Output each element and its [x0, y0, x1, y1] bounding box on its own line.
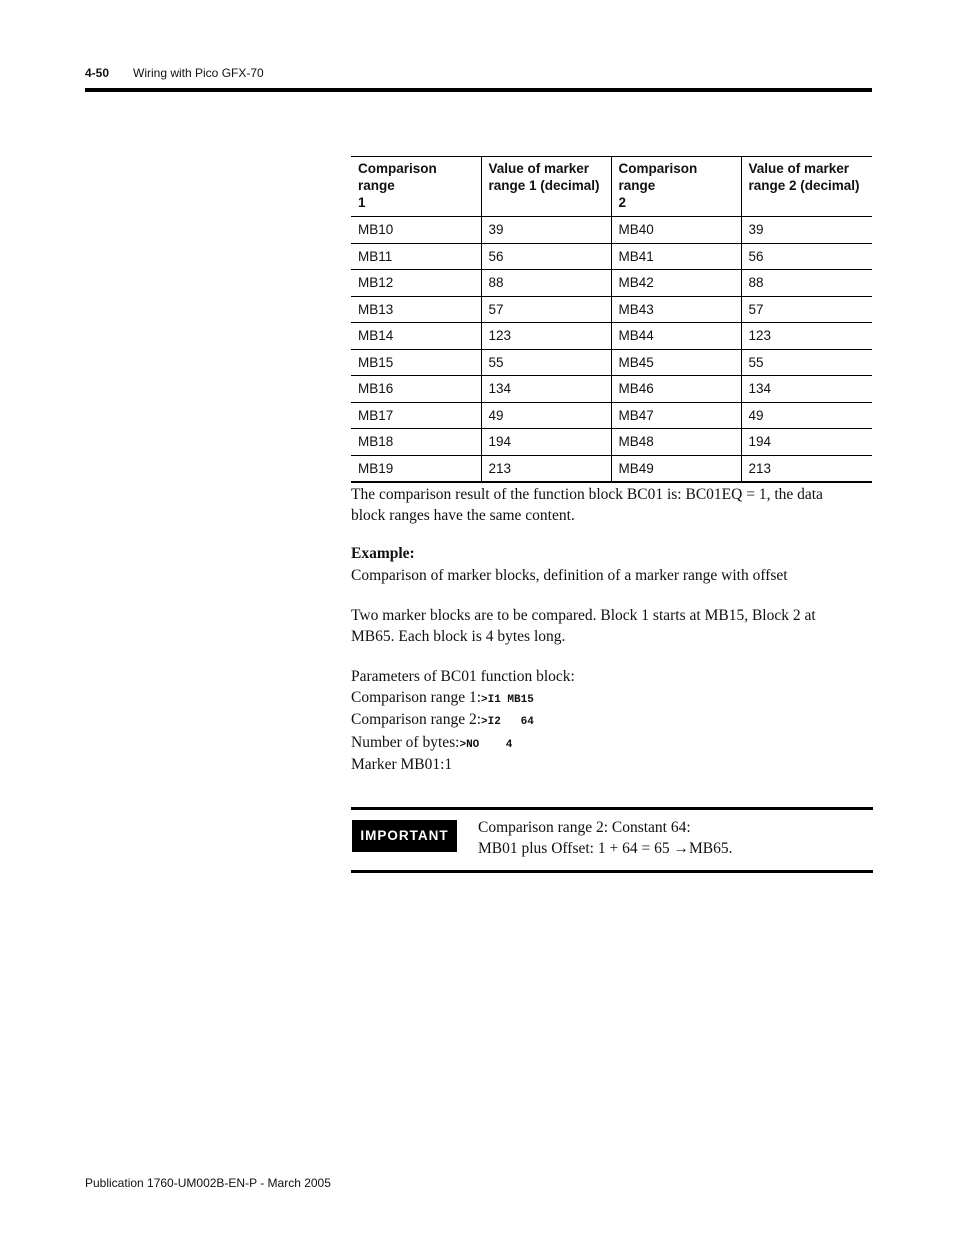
table-cell: 194 [481, 429, 611, 456]
table-cell: MB41 [611, 243, 741, 270]
table-cell: MB12 [351, 270, 481, 297]
table-cell: MB43 [611, 296, 741, 323]
marker-comparison-table [351, 156, 872, 483]
column-header: Value of marker range 2 (decimal) [741, 157, 872, 217]
parameter-code: >I1 MB15 [481, 693, 534, 706]
table-cell: 49 [481, 402, 611, 429]
table-cell: 134 [481, 376, 611, 403]
result-paragraph: The comparison result of the function block BC01 is: BC01EQ = 1, the data block ranges have the same content. [351, 486, 823, 524]
important-top-rule [351, 807, 873, 810]
table-cell: MB13 [351, 296, 481, 323]
page-number: 4-50 [85, 66, 110, 80]
table-row [351, 376, 872, 403]
table-row [351, 270, 872, 297]
example-heading: Example: [351, 545, 415, 562]
parameter-line: Comparison range 1:>I1 MB15 [351, 688, 534, 706]
table-cell: MB49 [611, 455, 741, 482]
important-text: Comparison range 2: Constant 64: MB01 plus Offset: 1 + 64 = 65 →MB65. [478, 819, 733, 857]
table-cell: 88 [481, 270, 611, 297]
publication-footer: Publication 1760-UM002B-EN-P - March 2005 [85, 1176, 331, 1190]
table-row [351, 402, 872, 429]
table-cell: MB47 [611, 402, 741, 429]
table-cell: 123 [481, 323, 611, 350]
table-row [351, 296, 872, 323]
table-cell: 57 [741, 296, 872, 323]
example-intro: Comparison of marker blocks, definition of a marker range with offset [351, 567, 788, 584]
header-rule [85, 88, 872, 92]
table-cell: 134 [741, 376, 872, 403]
column-header: Comparison range 1 [351, 157, 481, 217]
important-bottom-rule [351, 870, 873, 873]
parameters-title: Parameters of BC01 function block: [351, 668, 575, 685]
table-cell: MB17 [351, 402, 481, 429]
table-cell: 39 [741, 217, 872, 244]
important-badge: IMPORTANT [352, 820, 457, 852]
chapter-title: Wiring with Pico GFX-70 [133, 66, 264, 80]
table-header-row [351, 157, 872, 217]
table-row [351, 217, 872, 244]
table-row [351, 455, 872, 482]
table-cell: MB46 [611, 376, 741, 403]
table-cell: MB15 [351, 349, 481, 376]
running-header [85, 66, 264, 80]
table-row [351, 243, 872, 270]
table-cell: 194 [741, 429, 872, 456]
example-description: Two marker blocks are to be compared. Block 1 starts at MB15, Block 2 at MB65. Each block is 4 bytes long. [351, 607, 816, 645]
parameter-line: Number of bytes:>NO 4 [351, 733, 513, 751]
table-cell: 213 [741, 455, 872, 482]
table-cell: MB14 [351, 323, 481, 350]
table-cell: MB10 [351, 217, 481, 244]
table-cell: MB19 [351, 455, 481, 482]
table-cell: MB18 [351, 429, 481, 456]
parameters-block [351, 667, 575, 776]
table-cell: 55 [741, 349, 872, 376]
table-cell: 39 [481, 217, 611, 244]
table-cell: 56 [741, 243, 872, 270]
table-row [351, 323, 872, 350]
parameter-code: >I2 64 [481, 716, 534, 728]
table-cell: 55 [481, 349, 611, 376]
table-cell: MB48 [611, 429, 741, 456]
parameter-code: >NO 4 [459, 738, 513, 751]
table-cell: MB45 [611, 349, 741, 376]
table-cell: MB11 [351, 243, 481, 270]
table-cell: MB40 [611, 217, 741, 244]
table-cell: 56 [481, 243, 611, 270]
table-row [351, 429, 872, 456]
column-header: Comparison range 2 [611, 157, 741, 217]
table-cell: 88 [741, 270, 872, 297]
table-cell: MB44 [611, 323, 741, 350]
parameter-line: Comparison range 2:>I2 64 [351, 711, 534, 728]
table-cell: 123 [741, 323, 872, 350]
table-row [351, 349, 872, 376]
marker-line: Marker MB01:1 [351, 756, 453, 773]
table-cell: MB16 [351, 376, 481, 403]
table-cell: 49 [741, 402, 872, 429]
table-cell: 57 [481, 296, 611, 323]
table-cell: MB42 [611, 270, 741, 297]
column-header: Value of marker range 1 (decimal) [481, 157, 611, 217]
table-cell: 213 [481, 455, 611, 482]
